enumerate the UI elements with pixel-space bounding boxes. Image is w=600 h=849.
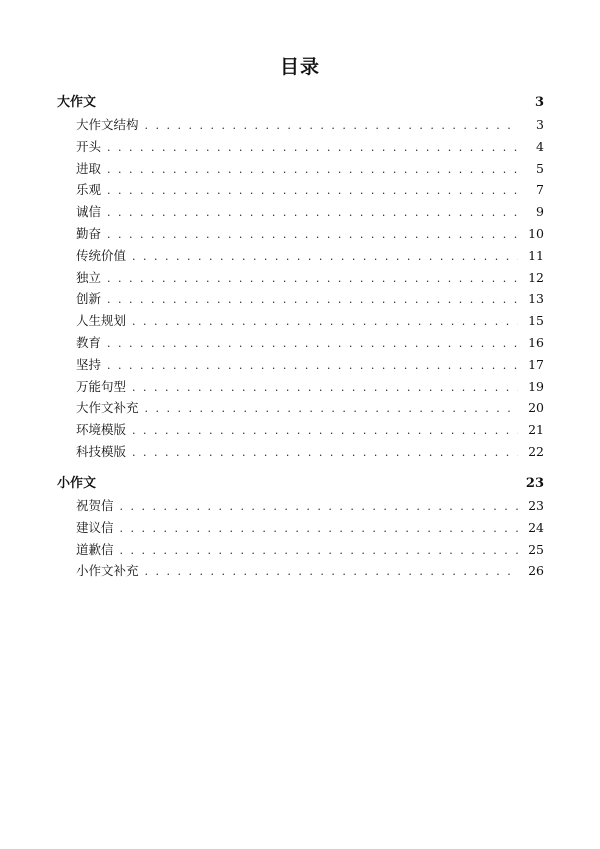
toc-entry-page: 3 xyxy=(536,117,544,132)
toc-section-large-essay xyxy=(57,91,544,464)
dot-leader xyxy=(107,184,518,197)
dot-leader xyxy=(107,141,518,154)
dot-leader xyxy=(107,293,518,306)
toc-entry-page: 15 xyxy=(528,313,544,329)
dot-leader xyxy=(107,337,518,350)
toc-entry-label: 坚持 xyxy=(76,356,102,372)
toc-entry-label: 创新 xyxy=(76,291,102,307)
toc-entry[interactable] xyxy=(57,224,544,246)
toc-entry-page: 26 xyxy=(528,563,544,579)
toc-entry-page: 25 xyxy=(528,541,544,557)
dot-leader xyxy=(132,424,518,437)
toc-entry-page: 21 xyxy=(528,422,544,438)
toc-entry[interactable] xyxy=(57,246,544,268)
dot-leader xyxy=(132,381,518,394)
toc-entry-label: 诚信 xyxy=(76,204,102,220)
toc-entry-page: 12 xyxy=(528,269,544,285)
dot-leader xyxy=(107,206,518,219)
toc-entry-page: 11 xyxy=(528,247,544,263)
toc-entry[interactable] xyxy=(57,202,544,224)
toc-entry[interactable] xyxy=(57,442,544,464)
toc-entry[interactable] xyxy=(57,268,544,290)
toc-section-heading[interactable] xyxy=(57,91,544,112)
toc-entry[interactable] xyxy=(57,398,544,420)
toc-entry-page: 13 xyxy=(528,291,544,307)
toc-entry-label: 独立 xyxy=(76,269,102,285)
toc-entry-label: 建议信 xyxy=(76,519,114,535)
toc-entry[interactable] xyxy=(57,518,544,540)
toc-section-label: 大作文 xyxy=(57,95,97,110)
toc-entry-page: 20 xyxy=(528,400,544,416)
toc-entry[interactable] xyxy=(57,355,544,377)
dot-leader xyxy=(132,315,518,328)
toc-entry-label: 环境模版 xyxy=(76,422,127,438)
toc-entry[interactable] xyxy=(57,377,544,399)
toc-entry[interactable] xyxy=(57,420,544,442)
dot-leader xyxy=(107,228,518,241)
dot-leader xyxy=(107,359,518,372)
toc-section-page: 23 xyxy=(525,476,544,491)
toc-entry[interactable] xyxy=(57,333,544,355)
dot-leader xyxy=(145,119,518,132)
toc-entry[interactable] xyxy=(57,289,544,311)
toc-entry-page: 24 xyxy=(528,519,544,535)
page-title: 目录 xyxy=(279,56,320,78)
toc-entry-label: 人生规划 xyxy=(76,313,127,329)
dot-leader xyxy=(120,522,518,535)
toc-entry[interactable] xyxy=(57,540,544,562)
toc-entry-label: 科技模版 xyxy=(76,443,127,459)
toc-entry[interactable] xyxy=(57,180,544,202)
toc-entry-label: 教育 xyxy=(76,334,102,350)
dot-leader xyxy=(145,565,518,578)
toc-entry-label: 万能句型 xyxy=(76,378,127,394)
toc-entry[interactable] xyxy=(57,311,544,333)
dot-leader xyxy=(132,250,518,263)
dot-leader xyxy=(132,446,518,459)
dot-leader xyxy=(120,500,518,513)
toc-entry-page: 5 xyxy=(536,160,544,176)
toc-section-label: 小作文 xyxy=(57,476,97,491)
toc-section-small-essay xyxy=(57,472,544,583)
toc-entry-page: 9 xyxy=(536,204,544,220)
toc-entry[interactable] xyxy=(57,159,544,181)
toc-entry-page: 17 xyxy=(528,356,544,372)
toc-entry-label: 进取 xyxy=(76,160,102,176)
toc-entry-label: 道歉信 xyxy=(76,541,114,557)
toc-entry-label: 勤奋 xyxy=(76,225,102,241)
toc-entry-page: 7 xyxy=(536,182,544,198)
toc-entry-label: 大作文结构 xyxy=(76,117,139,132)
dot-leader xyxy=(107,272,518,285)
toc-section-heading[interactable] xyxy=(57,472,544,493)
toc-entry-label: 祝贺信 xyxy=(76,498,114,513)
toc-entry-page: 4 xyxy=(536,138,544,154)
toc-entry-page: 23 xyxy=(528,498,544,513)
toc-entry-page: 19 xyxy=(528,378,544,394)
toc-entry-page: 22 xyxy=(528,443,544,459)
dot-leader xyxy=(120,544,518,557)
toc-entry-label: 乐观 xyxy=(76,182,102,198)
toc-entry-page: 10 xyxy=(528,225,544,241)
toc-entry-label: 传统价值 xyxy=(76,247,127,263)
toc-section-page: 3 xyxy=(534,95,544,110)
toc-entry-label: 开头 xyxy=(76,138,102,154)
toc-entry-page: 16 xyxy=(528,334,544,350)
toc-entry[interactable] xyxy=(57,561,544,583)
toc-entry[interactable] xyxy=(57,496,544,518)
toc-entry-label: 小作文补充 xyxy=(76,563,139,579)
dot-leader xyxy=(107,163,518,176)
toc-entry-label: 大作文补充 xyxy=(76,400,139,416)
dot-leader xyxy=(145,402,518,415)
toc-entry-list xyxy=(57,496,544,583)
toc-entry[interactable] xyxy=(57,115,544,137)
toc-entry[interactable] xyxy=(57,137,544,159)
toc-entry-list xyxy=(57,115,544,464)
